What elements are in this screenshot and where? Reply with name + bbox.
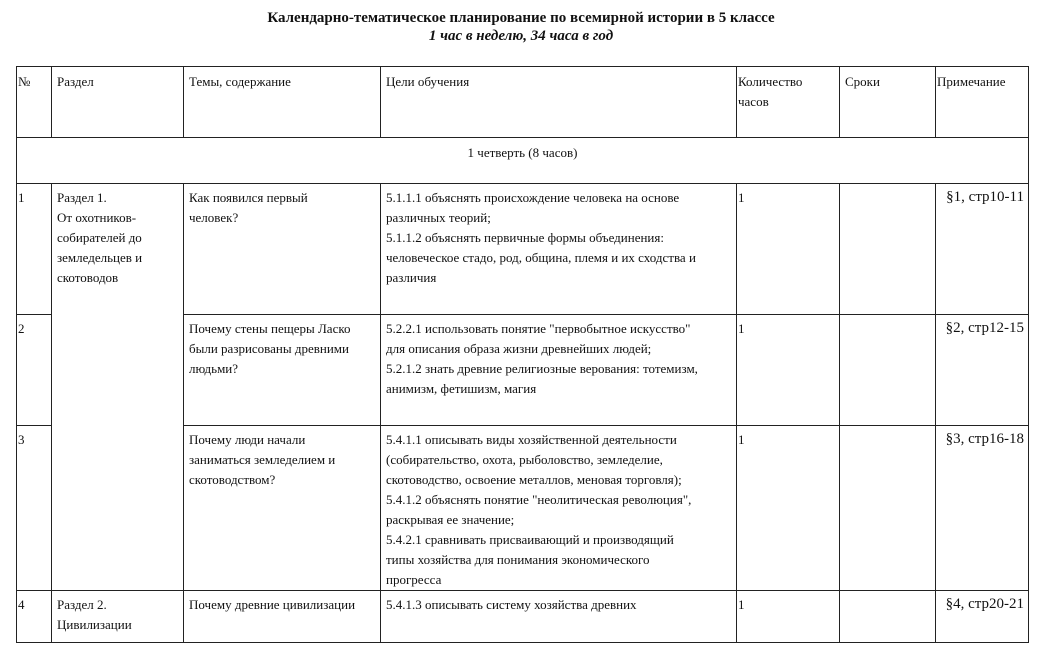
- row-num: 1: [17, 184, 52, 315]
- row-num: 2: [17, 315, 52, 426]
- row-topic: Почему древние цивилизации: [184, 591, 381, 643]
- document-title: Календарно-тематическое планирование по всемирной истории в 5 классе: [267, 10, 775, 26]
- row-goals: 5.4.1.1 описывать виды хозяйственной деятельности (собирательство, охота, рыболовство, земледелие, скотоводство, освоение металлов, меновая торговля); 5.4.1.2 объяснять понятие "неолитическая революция", раскрывая ее значение; 5.4.2.1 сравнивать присваивающий и производящий типы хозяйства для понимания экономического прогресса: [381, 426, 737, 591]
- quarter-row: [17, 138, 1029, 184]
- row-topic: Почему люди начали заниматься земледелием и скотоводством?: [184, 426, 381, 591]
- row-section: Раздел 1. От охотников- собирателей до земледельцев и скотоводов: [52, 184, 184, 591]
- quarter-label: 1 четверть (8 часов): [17, 138, 1029, 184]
- table-row: [17, 591, 1029, 643]
- row-section: Раздел 2. Цивилизации: [52, 591, 184, 643]
- header-note: Примечание: [936, 67, 1029, 138]
- header-section: Раздел: [52, 67, 184, 138]
- row-note: §3, стр16-18: [936, 426, 1029, 591]
- header-row: [17, 67, 1029, 138]
- row-hours: 1: [737, 426, 840, 591]
- row-note: §1, стр10-11: [936, 184, 1029, 315]
- row-dates: [840, 184, 936, 315]
- row-goals: 5.2.2.1 использовать понятие "первобытное искусство" для описания образа жизни древнейших людей; 5.2.1.2 знать древние религиозные верования: тотемизм, анимизм, фетишизм, магия: [381, 315, 737, 426]
- header-goals: Цели обучения: [381, 67, 737, 138]
- row-dates: [840, 426, 936, 591]
- table-row: [17, 184, 1029, 315]
- row-goals: 5.4.1.3 описывать систему хозяйства древних: [381, 591, 737, 643]
- header-num: №: [17, 67, 52, 138]
- planning-table: [16, 66, 1029, 643]
- row-dates: [840, 315, 936, 426]
- document-subtitle: 1 час в неделю, 34 часа в год: [428, 28, 614, 44]
- row-num: 3: [17, 426, 52, 591]
- row-note: §4, стр20-21: [936, 591, 1029, 643]
- header-hours: Количество часов: [737, 67, 840, 138]
- header-topics: Темы, содержание: [184, 67, 381, 138]
- header-dates: Сроки: [840, 67, 936, 138]
- row-num: 4: [17, 591, 52, 643]
- row-goals: 5.1.1.1 объяснять происхождение человека на основе различных теорий; 5.1.1.2 объяснять первичные формы объединения: человеческое стадо, род, община, племя и их сходства и различия: [381, 184, 737, 315]
- row-note: §2, стр12-15: [936, 315, 1029, 426]
- row-dates: [840, 591, 936, 643]
- row-hours: 1: [737, 591, 840, 643]
- row-hours: 1: [737, 184, 840, 315]
- row-hours: 1: [737, 315, 840, 426]
- row-topic: Как появился первый человек?: [184, 184, 381, 315]
- row-topic: Почему стены пещеры Ласко были разрисованы древними людьми?: [184, 315, 381, 426]
